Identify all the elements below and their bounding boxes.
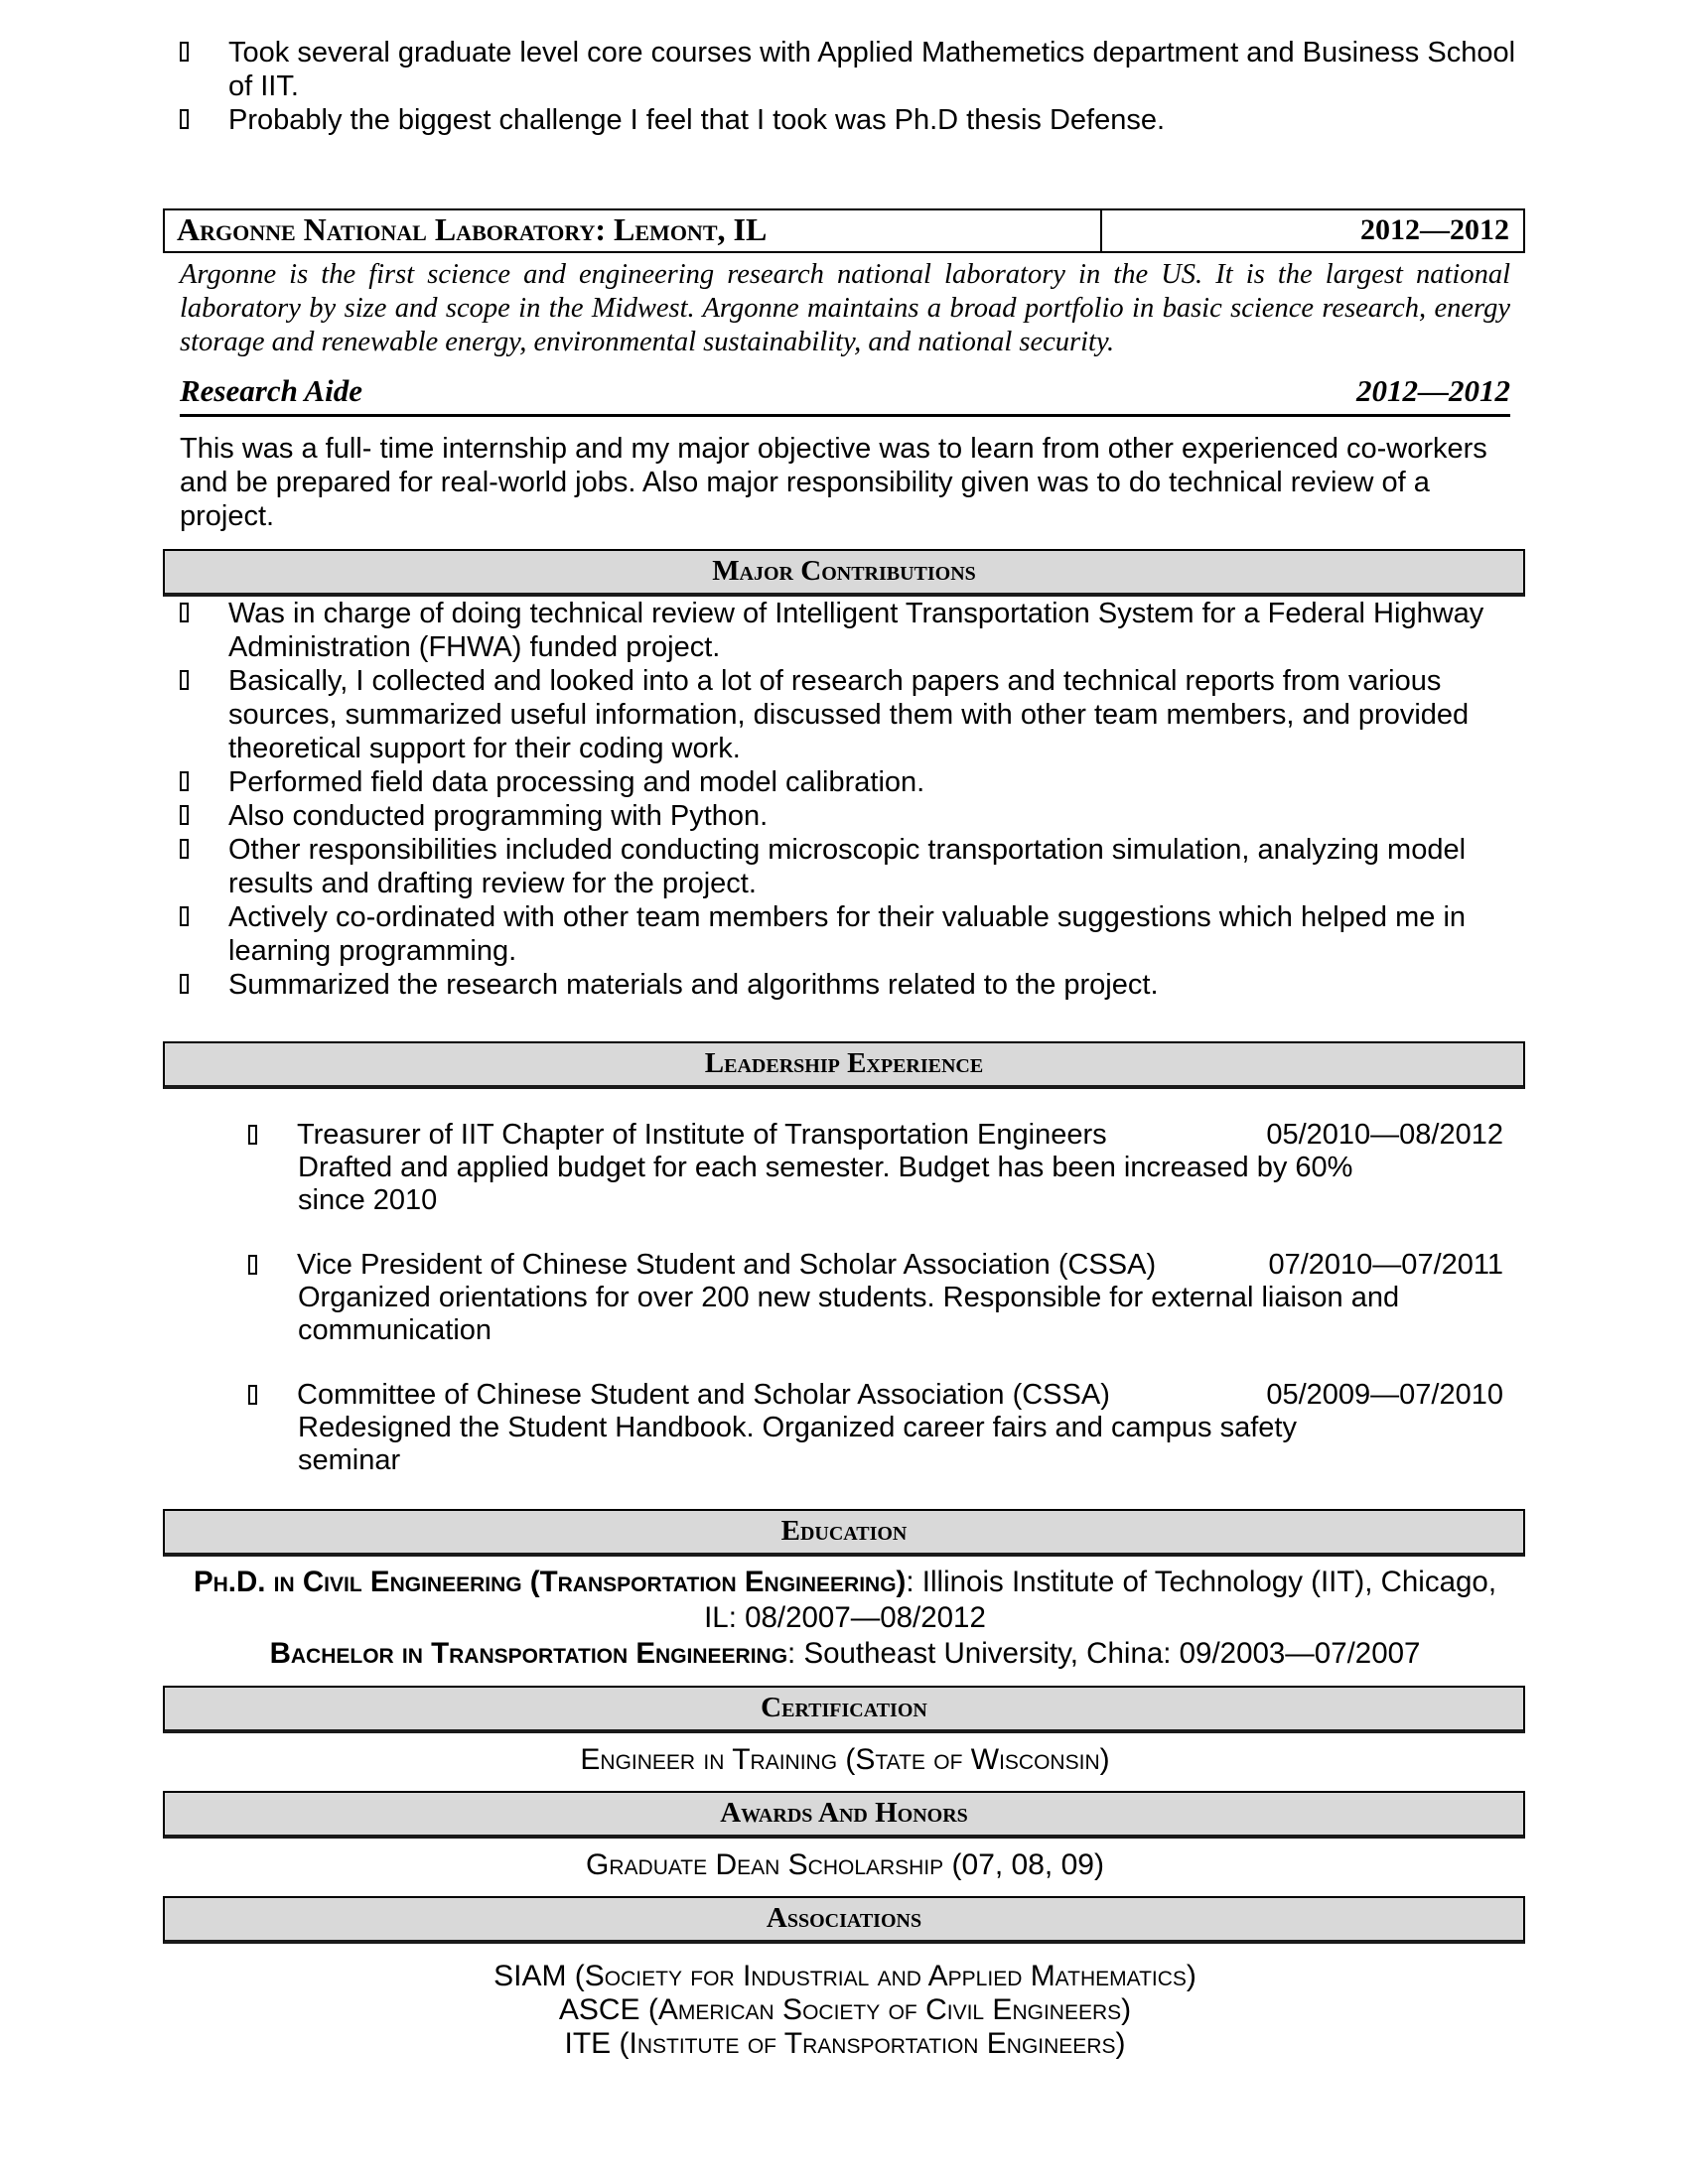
role-row	[180, 375, 1510, 417]
bullet-text: Probably the biggest challenge I feel that I took was Ph.D thesis Defense.	[228, 104, 1166, 136]
leadership-description: Drafted and applied budget for each semester. Budget has been increased by 60% since 2010	[298, 1152, 1353, 1216]
association-item: SIAM (Society for Industrial and Applied Mathematics)	[493, 1960, 1196, 1992]
bullet-glyph-icon	[180, 839, 189, 859]
bullet-text: Also conducted programming with Python.	[228, 800, 769, 832]
bullet-text: Other responsibilities included conducting microscopic transportation simulation, analyzing model results and drafting review for the project.	[228, 834, 1467, 899]
bullet-glyph-icon	[180, 906, 189, 926]
education-degree: Bachelor in Transportation Engineering	[269, 1637, 788, 1670]
education-entry	[180, 1565, 1510, 1636]
bullet-text: Basically, I collected and looked into a lot of research papers and technical reports from various sources, summarized useful information, discussed them with other team members, and provided theoretical support for their coding work.	[228, 665, 1470, 764]
bullet-glyph-icon	[180, 805, 189, 825]
role-summary: This was a full- time internship and my major objective was to learn from other experienced co-workers and be prepared for real-world jobs. Also major responsibility given was to do technical review of a project.	[180, 433, 1487, 532]
role-title: Research Aide	[180, 373, 362, 408]
leadership-dates: 05/2010—08/2012	[1266, 1119, 1503, 1151]
leadership-description: Redesigned the Student Handbook. Organized career fairs and campus safety seminar	[298, 1412, 1297, 1476]
bullet-glyph-icon	[180, 670, 189, 690]
section-header-leadership: Leadership Experience	[163, 1041, 1525, 1089]
bullet-glyph-icon	[180, 42, 189, 62]
leadership-list	[180, 1119, 1510, 1477]
leadership-entry	[180, 1119, 1510, 1217]
employer-name: Argonne National Laboratory: Lemont, IL	[165, 210, 1102, 251]
employer-dates: 2012—2012	[1360, 213, 1509, 246]
leadership-dates: 05/2009—07/2010	[1266, 1379, 1503, 1411]
top-bullet-list	[163, 36, 1525, 137]
employer-header	[163, 208, 1525, 253]
bullet-text: Summarized the research materials and algorithms related to the project.	[228, 969, 1159, 1001]
list-item	[163, 968, 1525, 1002]
association-item: ITE (Institute of Transportation Engineers)	[564, 2027, 1126, 2060]
bullet-text: Performed field data processing and model calibration.	[228, 766, 925, 798]
section-header-awards: Awards And Honors	[163, 1791, 1525, 1839]
section-header-major-contributions: Major Contributions	[163, 549, 1525, 597]
bullet-glyph-icon	[248, 1385, 257, 1405]
leadership-role: Committee of Chinese Student and Scholar Association (CSSA)	[297, 1379, 1110, 1411]
list-item	[163, 103, 1525, 137]
employer-description: Argonne is the first science and engineering research national laboratory in the US. It is the largest national laboratory by size and scope in the Midwest. Argonne maintains a broad portfolio in basic science research, energy storage and renewable energy, environmental sustainability, and national security.	[180, 259, 1510, 357]
education-details: : Illinois Institute of Technology (IIT), Chicago, IL: 08/2007—08/2012	[704, 1566, 1497, 1634]
certification-item: Engineer in Training (State of Wisconsin)	[580, 1743, 1110, 1776]
list-item	[163, 900, 1525, 968]
education-entry	[180, 1636, 1510, 1672]
leadership-role: Vice President of Chinese Student and Scholar Association (CSSA)	[297, 1249, 1157, 1281]
section-header-certification: Certification	[163, 1686, 1525, 1733]
list-item	[163, 597, 1525, 664]
leadership-entry-head	[180, 1379, 1510, 1412]
role-dates: 2012—2012	[1356, 373, 1510, 408]
award-item: Graduate Dean Scholarship (07, 08, 09)	[586, 1848, 1104, 1881]
leadership-entry	[180, 1249, 1510, 1347]
section-header-associations: Associations	[163, 1896, 1525, 1944]
bullet-glyph-icon	[180, 109, 189, 129]
bullet-glyph-icon	[180, 771, 189, 791]
education-details: : Southeast University, China: 09/2003—07/2007	[787, 1637, 1421, 1670]
education-entries	[180, 1565, 1510, 1672]
leadership-role: Treasurer of IIT Chapter of Institute of Transportation Engineers	[297, 1119, 1107, 1151]
bullet-text: Actively co-ordinated with other team members for their valuable suggestions which helped me in learning programming.	[228, 901, 1467, 967]
leadership-entry-head	[180, 1249, 1510, 1282]
list-item	[163, 765, 1525, 799]
section-header-education: Education	[163, 1509, 1525, 1557]
list-item	[163, 664, 1525, 765]
bullet-glyph-icon	[248, 1255, 257, 1275]
list-item	[163, 833, 1525, 900]
bullet-glyph-icon	[248, 1125, 257, 1145]
bullet-glyph-icon	[180, 603, 189, 622]
education-degree: Ph.D. in Civil Engineering (Transportation Engineering)	[193, 1566, 907, 1598]
leadership-entry	[180, 1379, 1510, 1477]
bullet-text: Was in charge of doing technical review of Intelligent Transportation System for a Federal Highway Administration (FHWA) funded project.	[228, 598, 1484, 663]
associations-list	[180, 1960, 1510, 2061]
list-item	[163, 36, 1525, 103]
list-item	[163, 799, 1525, 833]
leadership-dates: 07/2010—07/2011	[1268, 1249, 1503, 1281]
major-contributions-list	[163, 597, 1525, 1002]
bullet-glyph-icon	[180, 974, 189, 994]
association-item: ASCE (American Society of Civil Engineers)	[558, 1993, 1132, 2026]
bullet-text: Took several graduate level core courses with Applied Mathemetics department and Business School of IIT.	[228, 37, 1516, 102]
leadership-description: Organized orientations for over 200 new students. Responsible for external liaison and communication	[298, 1282, 1400, 1346]
leadership-entry-head	[180, 1119, 1510, 1152]
